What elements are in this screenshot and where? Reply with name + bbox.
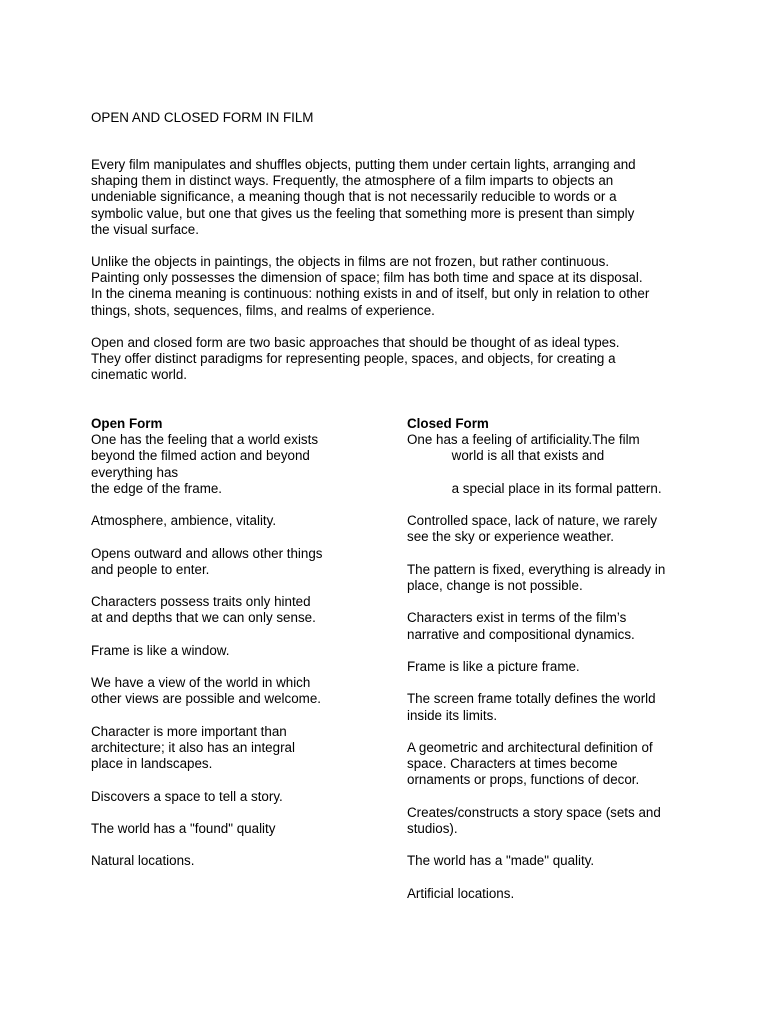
closed-form-item: The screen frame totally defines the world inside its limits. bbox=[407, 691, 656, 723]
closed-form-item: Controlled space, lack of nature, we rarely see the sky or experience weather. bbox=[407, 513, 658, 545]
open-form-item: One has the feeling that a world exists beyond the filmed action and beyond everything has the edge of the frame. bbox=[91, 432, 319, 496]
closed-form-item: Frame is like a picture frame. bbox=[407, 658, 580, 674]
open-form-column bbox=[91, 416, 391, 886]
open-form-item: Characters possess traits only hinted at and depths that we can only sense. bbox=[91, 594, 316, 626]
intro-paragraph-3: Open and closed form are two basic approaches that should be thought of as ideal types. They offer distinct paradigms for representing people, spaces, and objects, for creating a cinematic world. bbox=[91, 335, 620, 383]
open-form-heading: Open Form bbox=[91, 416, 163, 431]
open-form-item: The world has a "found" quality bbox=[91, 820, 276, 836]
closed-form-item: Creates/constructs a story space (sets and studios). bbox=[407, 804, 661, 836]
open-form-item: We have a view of the world in which other views are possible and welcome. bbox=[91, 675, 321, 707]
open-form-item: Atmosphere, ambience, vitality. bbox=[91, 513, 277, 529]
closed-form-item: The world has a "made" quality. bbox=[407, 853, 595, 869]
intro-paragraph-2: Unlike the objects in paintings, the objects in films are not frozen, but rather continuous. Painting only possesses the dimension of space; film has both time and space at its disposal. In the cinema meaning is continuous: nothing exists in and of itself, but only in relation to other things, shots, sequences, films, and realms of experience. bbox=[91, 254, 650, 318]
open-form-item: Opens outward and allows other things and people to enter. bbox=[91, 545, 323, 577]
closed-form-column bbox=[407, 416, 707, 918]
open-form-item: Discovers a space to tell a story. bbox=[91, 788, 283, 804]
document-title: OPEN AND CLOSED FORM IN FILM bbox=[91, 110, 314, 125]
closed-form-heading: Closed Form bbox=[407, 416, 489, 431]
open-form-item: Natural locations. bbox=[91, 853, 195, 869]
closed-form-item: Artificial locations. bbox=[407, 885, 515, 901]
open-form-item: Character is more important than architecture; it also has an integral place in landscapes. bbox=[91, 723, 295, 772]
closed-form-item: The pattern is fixed, everything is already in place, change is not possible. bbox=[407, 561, 666, 593]
open-form-item: Frame is like a window. bbox=[91, 642, 230, 658]
intro-paragraph-1: Every film manipulates and shuffles objects, putting them under certain lights, arranging and shaping them in distinct ways. Frequently, the atmosphere of a film imparts to objects an undeniable significance, a meaning though that is not necessarily reducible to words or a symbolic value, but one that gives us the feeling that something more is present than simply the visual surface. bbox=[91, 157, 636, 237]
closed-form-item: Characters exist in terms of the film’s narrative and compositional dynamics. bbox=[407, 610, 635, 642]
closed-form-item: A geometric and architectural definition of space. Characters at times become ornaments or props, functions of decor. bbox=[407, 739, 653, 788]
closed-form-item: One has a feeling of artificiality.The film world is all that exists and a special place in its formal pattern. bbox=[407, 432, 662, 496]
